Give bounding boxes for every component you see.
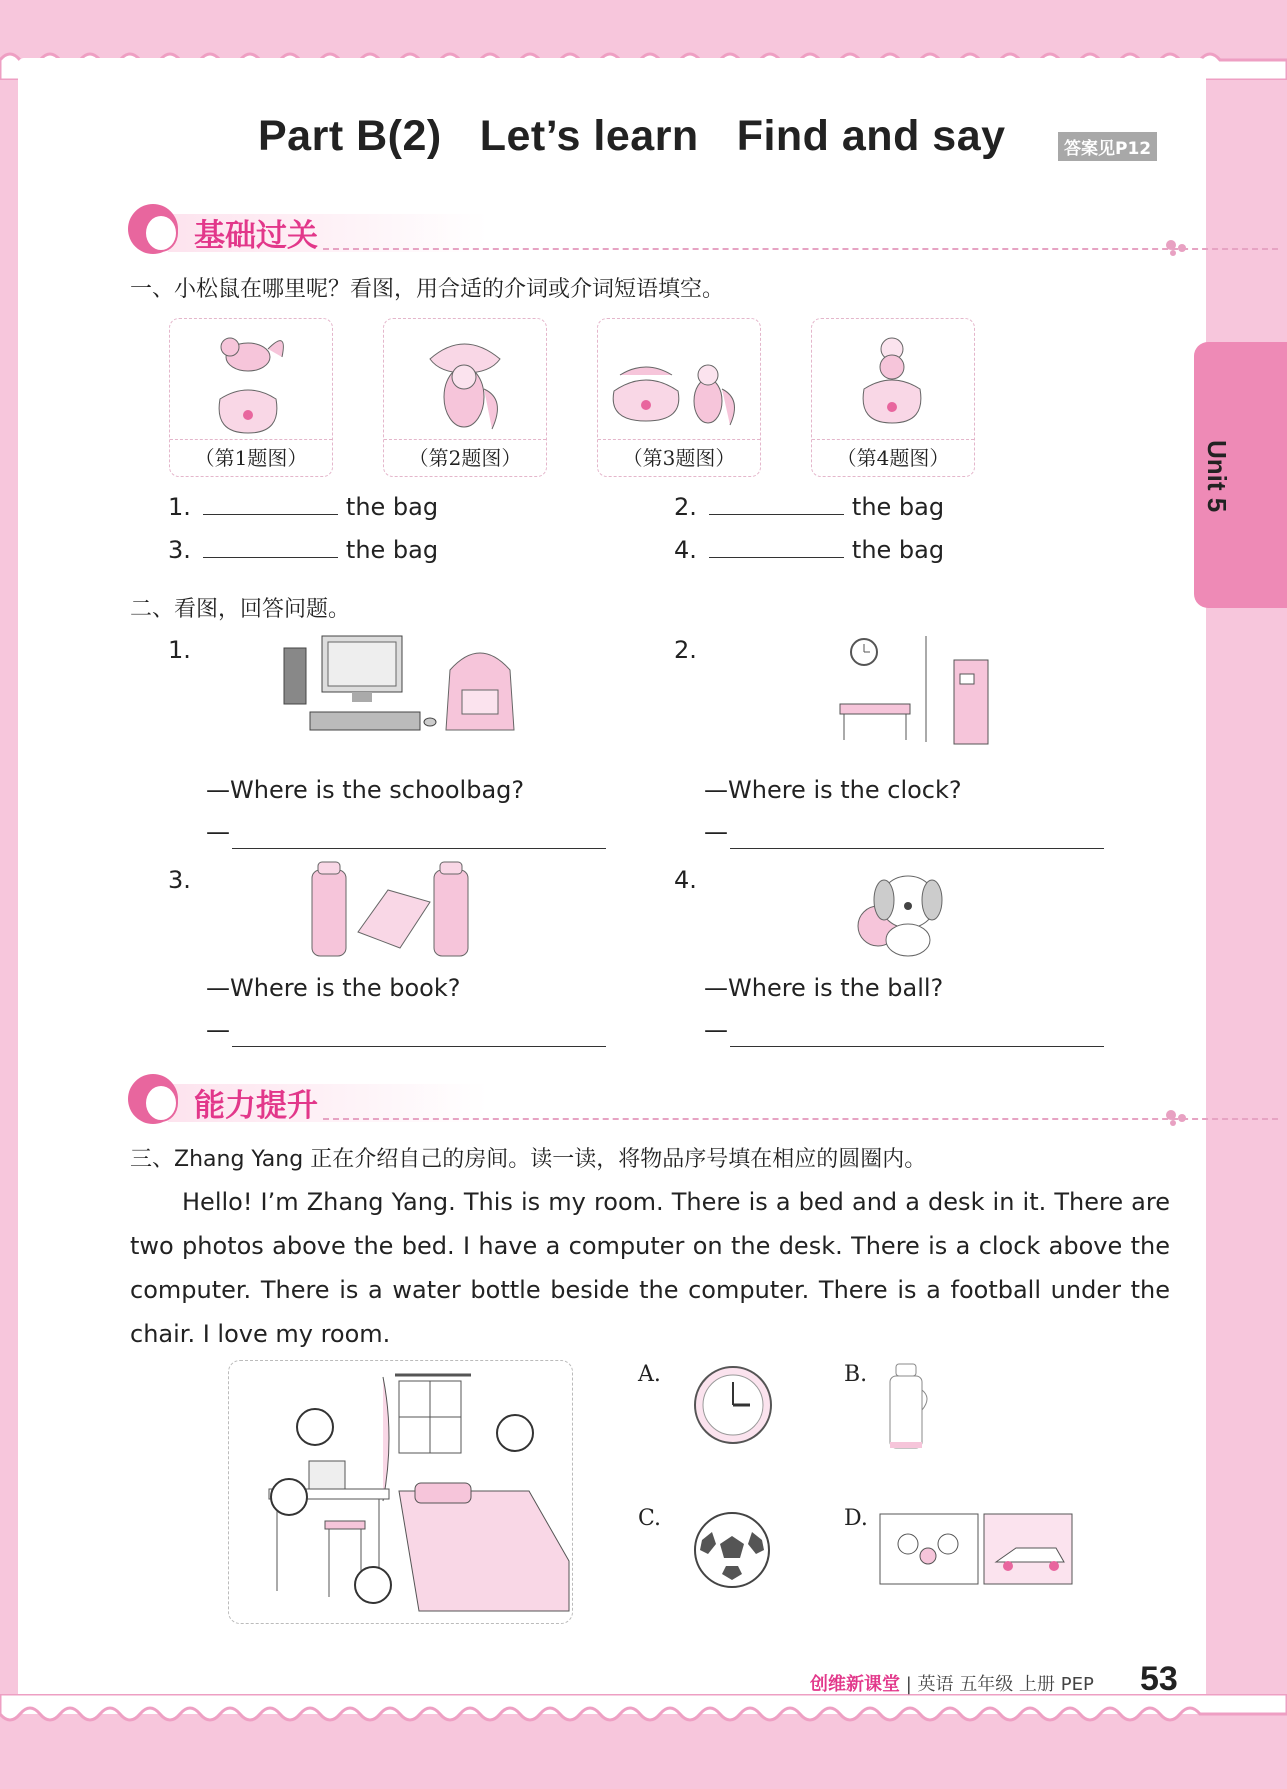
question-number: 2.	[674, 636, 697, 664]
question-text: —Where is the ball?	[704, 974, 944, 1002]
option-c-label: C.	[638, 1506, 662, 1531]
section-divider	[323, 248, 1278, 250]
football-icon	[692, 1510, 772, 1590]
answer-blank[interactable]	[203, 539, 338, 558]
blank-item-1	[168, 493, 438, 521]
answer-blank[interactable]	[709, 539, 844, 558]
section-title: 基础过关	[194, 218, 318, 254]
page-number: 53	[1140, 1660, 1178, 1698]
item-text: the bag	[345, 536, 439, 564]
clock-wall-door-icon	[830, 630, 1000, 760]
answer-line[interactable]	[232, 1046, 606, 1047]
blank-item-3	[168, 536, 438, 564]
title-part: Part B(2)	[258, 112, 442, 160]
footer-details: 英语 五年级 上册 PEP	[917, 1674, 1094, 1695]
question-text: —Where is the clock?	[704, 776, 962, 804]
title-lets-learn: Let’s learn	[479, 112, 699, 160]
footer-brand: 创维新课堂	[810, 1674, 900, 1695]
instruction-part2: 二、看图，回答问题。	[130, 597, 351, 622]
dots-icon	[1166, 240, 1190, 254]
girl-avatar-icon	[128, 204, 178, 254]
question-number: 3.	[168, 866, 191, 894]
answer-line[interactable]	[730, 848, 1104, 849]
wavy-border-bottom	[0, 1694, 1287, 1734]
bedroom-scene-icon	[229, 1361, 572, 1623]
item-number: 4.	[674, 536, 697, 564]
clock-icon	[692, 1364, 774, 1446]
squirrel-behind-bag-icon	[384, 319, 546, 439]
page-footer	[810, 1670, 1094, 1696]
answer-reference-badge: 答案见P12	[1058, 132, 1157, 161]
section-heading-basic	[128, 204, 1168, 256]
section-divider	[323, 1118, 1278, 1120]
answer-dash: —	[704, 818, 728, 846]
bottles-and-book-icon	[306, 860, 476, 960]
instruction-part1: 一、小松鼠在哪里呢？看图，用合适的介词或介词短语填空。	[130, 277, 725, 302]
picture-caption: （第3题图）	[598, 439, 760, 476]
question-text: —Where is the schoolbag?	[206, 776, 525, 804]
picture-caption: （第4题图）	[812, 439, 974, 476]
page-title	[258, 112, 1044, 161]
passage-text: Hello! I’m Zhang Yang. This is my room. There is a bed and a desk in it. There are two photos above the bed. I have a computer on the desk. There is a clock above the computer. There is a water bottle beside the computer. There is a football under the chair. I love my room.	[130, 1188, 1170, 1348]
title-find-and-say: Find and say	[736, 112, 1006, 160]
picture-caption: （第1题图）	[170, 439, 332, 476]
monkey-avatar-icon	[128, 1074, 178, 1124]
item-number: 1.	[168, 493, 191, 521]
answer-blank[interactable]	[709, 496, 844, 515]
section-heading-advanced	[128, 1074, 1168, 1126]
picture-box-3	[597, 318, 761, 477]
instruction-part3: 三、Zhang Yang 正在介绍自己的房间。读一读，将物品序号填在相应的圆圈内。	[130, 1147, 927, 1172]
answer-dash: —	[206, 1016, 230, 1044]
item-number: 2.	[674, 493, 697, 521]
option-b-label: B.	[844, 1362, 868, 1387]
question-number: 1.	[168, 636, 191, 664]
answer-blank[interactable]	[203, 496, 338, 515]
two-photos-icon	[878, 1510, 1074, 1586]
squirrel-beside-bag-icon	[598, 319, 760, 439]
room-picture	[228, 1360, 573, 1624]
option-a-label: A.	[638, 1362, 661, 1387]
paper-sheet	[18, 58, 1206, 1714]
answer-dash: —	[206, 818, 230, 846]
item-number: 3.	[168, 536, 191, 564]
item-text: the bag	[851, 493, 945, 521]
dog-with-ball-icon	[854, 860, 954, 960]
answer-line[interactable]	[232, 848, 606, 849]
squirrel-on-bag-icon	[170, 319, 332, 439]
unit-tab-label: Unit 5	[1202, 440, 1232, 513]
water-bottle-icon	[884, 1362, 934, 1452]
answer-line[interactable]	[730, 1046, 1104, 1047]
item-text: the bag	[851, 536, 945, 564]
reading-passage	[130, 1180, 1170, 1356]
picture-box-1	[169, 318, 333, 477]
computer-and-schoolbag-icon	[280, 630, 520, 742]
section-title: 能力提升	[194, 1088, 318, 1124]
question-number: 4.	[674, 866, 697, 894]
blank-item-2	[674, 493, 944, 521]
footer-separator: |	[905, 1674, 912, 1695]
option-d-label: D.	[844, 1506, 868, 1531]
blank-item-4	[674, 536, 944, 564]
picture-caption: （第2题图）	[384, 439, 546, 476]
picture-box-2	[383, 318, 547, 477]
answer-dash: —	[704, 1016, 728, 1044]
picture-box-4	[811, 318, 975, 477]
item-text: the bag	[345, 493, 439, 521]
question-text: —Where is the book?	[206, 974, 461, 1002]
squirrel-in-bag-icon	[812, 319, 974, 439]
dots-icon	[1166, 1110, 1190, 1124]
